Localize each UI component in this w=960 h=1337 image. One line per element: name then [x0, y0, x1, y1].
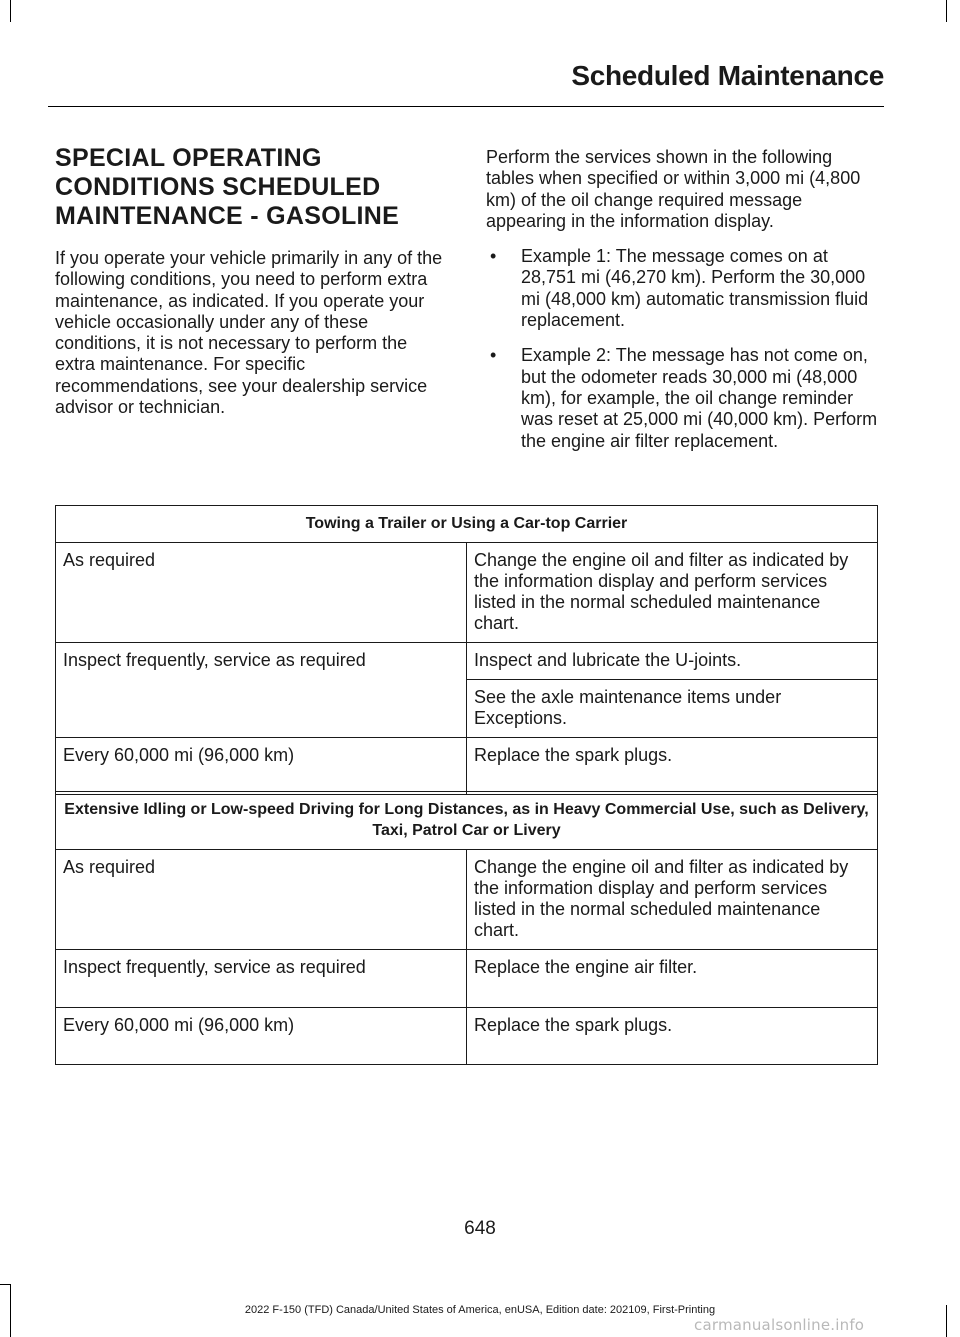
watermark: carmanualsonline.info — [694, 1316, 865, 1334]
section-title — [55, 144, 450, 231]
section-title-line-3: MAINTENANCE - GASOLINE — [55, 202, 400, 230]
page-number: 648 — [464, 1218, 496, 1239]
action-cell: Change the engine oil and filter as indicated by the information display and perform services listed in the normal scheduled maintenance chart. — [467, 543, 878, 643]
left-column — [55, 144, 450, 418]
idling-table — [55, 791, 878, 1065]
interval-cell: As required — [56, 543, 467, 643]
action-cell: Change the engine oil and filter as indicated by the information display and perform services listed in the normal scheduled maintenance chart. — [467, 850, 878, 950]
action-cell: Replace the spark plugs. — [467, 738, 878, 795]
crop-mark-top-right — [946, 0, 947, 22]
page-header-title: Scheduled Maintenance — [571, 60, 884, 91]
perform-paragraph: Perform the services shown in the following tables when specified or within 3,000 mi (4,800 km) of the oil change required message appearing in the information display. — [486, 147, 861, 231]
bullet: • — [490, 345, 497, 366]
action-cell: Replace the engine air filter. — [467, 950, 878, 1008]
list-item — [486, 246, 882, 331]
crop-mark-bottom-left-h — [0, 1284, 11, 1285]
towing-table — [55, 505, 878, 795]
example-2-text: Example 2: The message has not come on, but the odometer reads 30,000 mi (48,000 km), for example, the oil change reminder was reset at 25,000 mi (40,000 km). Perform the engine air filter replacement. — [521, 345, 878, 451]
examples-list — [486, 246, 882, 452]
right-column — [486, 147, 882, 466]
table-row — [56, 1008, 878, 1065]
interval-cell: As required — [56, 850, 467, 950]
edition-footer: 2022 F-150 (TFD) Canada/United States of America, enUSA, Edition date: 202109, First-Printing — [244, 1304, 716, 1316]
list-item — [486, 345, 882, 451]
interval-cell: Inspect frequently, service as required — [56, 950, 467, 1008]
action-cell: Inspect and lubricate the U-joints. — [467, 643, 878, 680]
section-title-line-2: CONDITIONS SCHEDULED — [55, 173, 381, 201]
interval-cell: Inspect frequently, service as required — [56, 643, 467, 738]
table-row — [56, 643, 878, 680]
table-row — [56, 850, 878, 950]
bullet: • — [490, 246, 497, 267]
table-row — [56, 950, 878, 1008]
header-rule — [48, 106, 884, 107]
towing-table-title: Towing a Trailer or Using a Car-top Carrier — [56, 506, 878, 543]
idling-table-title: Extensive Idling or Low-speed Driving for Long Distances, as in Heavy Commercial Use, such as Delivery, Taxi, Patrol Car or Livery — [56, 792, 878, 850]
intro-paragraph: If you operate your vehicle primarily in any of the following conditions, you need to perform extra maintenance, as indicated. If you operate your vehicle occasionally under any of these conditions, it is not necessary to perform the extra maintenance. For specific recommendations, see your dealership service advisor or technician. — [55, 248, 443, 418]
table-row — [56, 738, 878, 795]
table-row — [56, 543, 878, 643]
action-cell: See the axle maintenance items under Exceptions. — [467, 680, 878, 738]
crop-mark-top-left — [10, 0, 11, 22]
interval-cell: Every 60,000 mi (96,000 km) — [56, 738, 467, 795]
action-cell: Replace the spark plugs. — [467, 1008, 878, 1065]
section-title-line-1: SPECIAL OPERATING — [55, 144, 322, 172]
interval-cell: Every 60,000 mi (96,000 km) — [56, 1008, 467, 1065]
example-1-text: Example 1: The message comes on at 28,751 mi (46,270 km). Perform the 30,000 mi (48,000 km) automatic transmission fluid replacement. — [521, 246, 869, 331]
